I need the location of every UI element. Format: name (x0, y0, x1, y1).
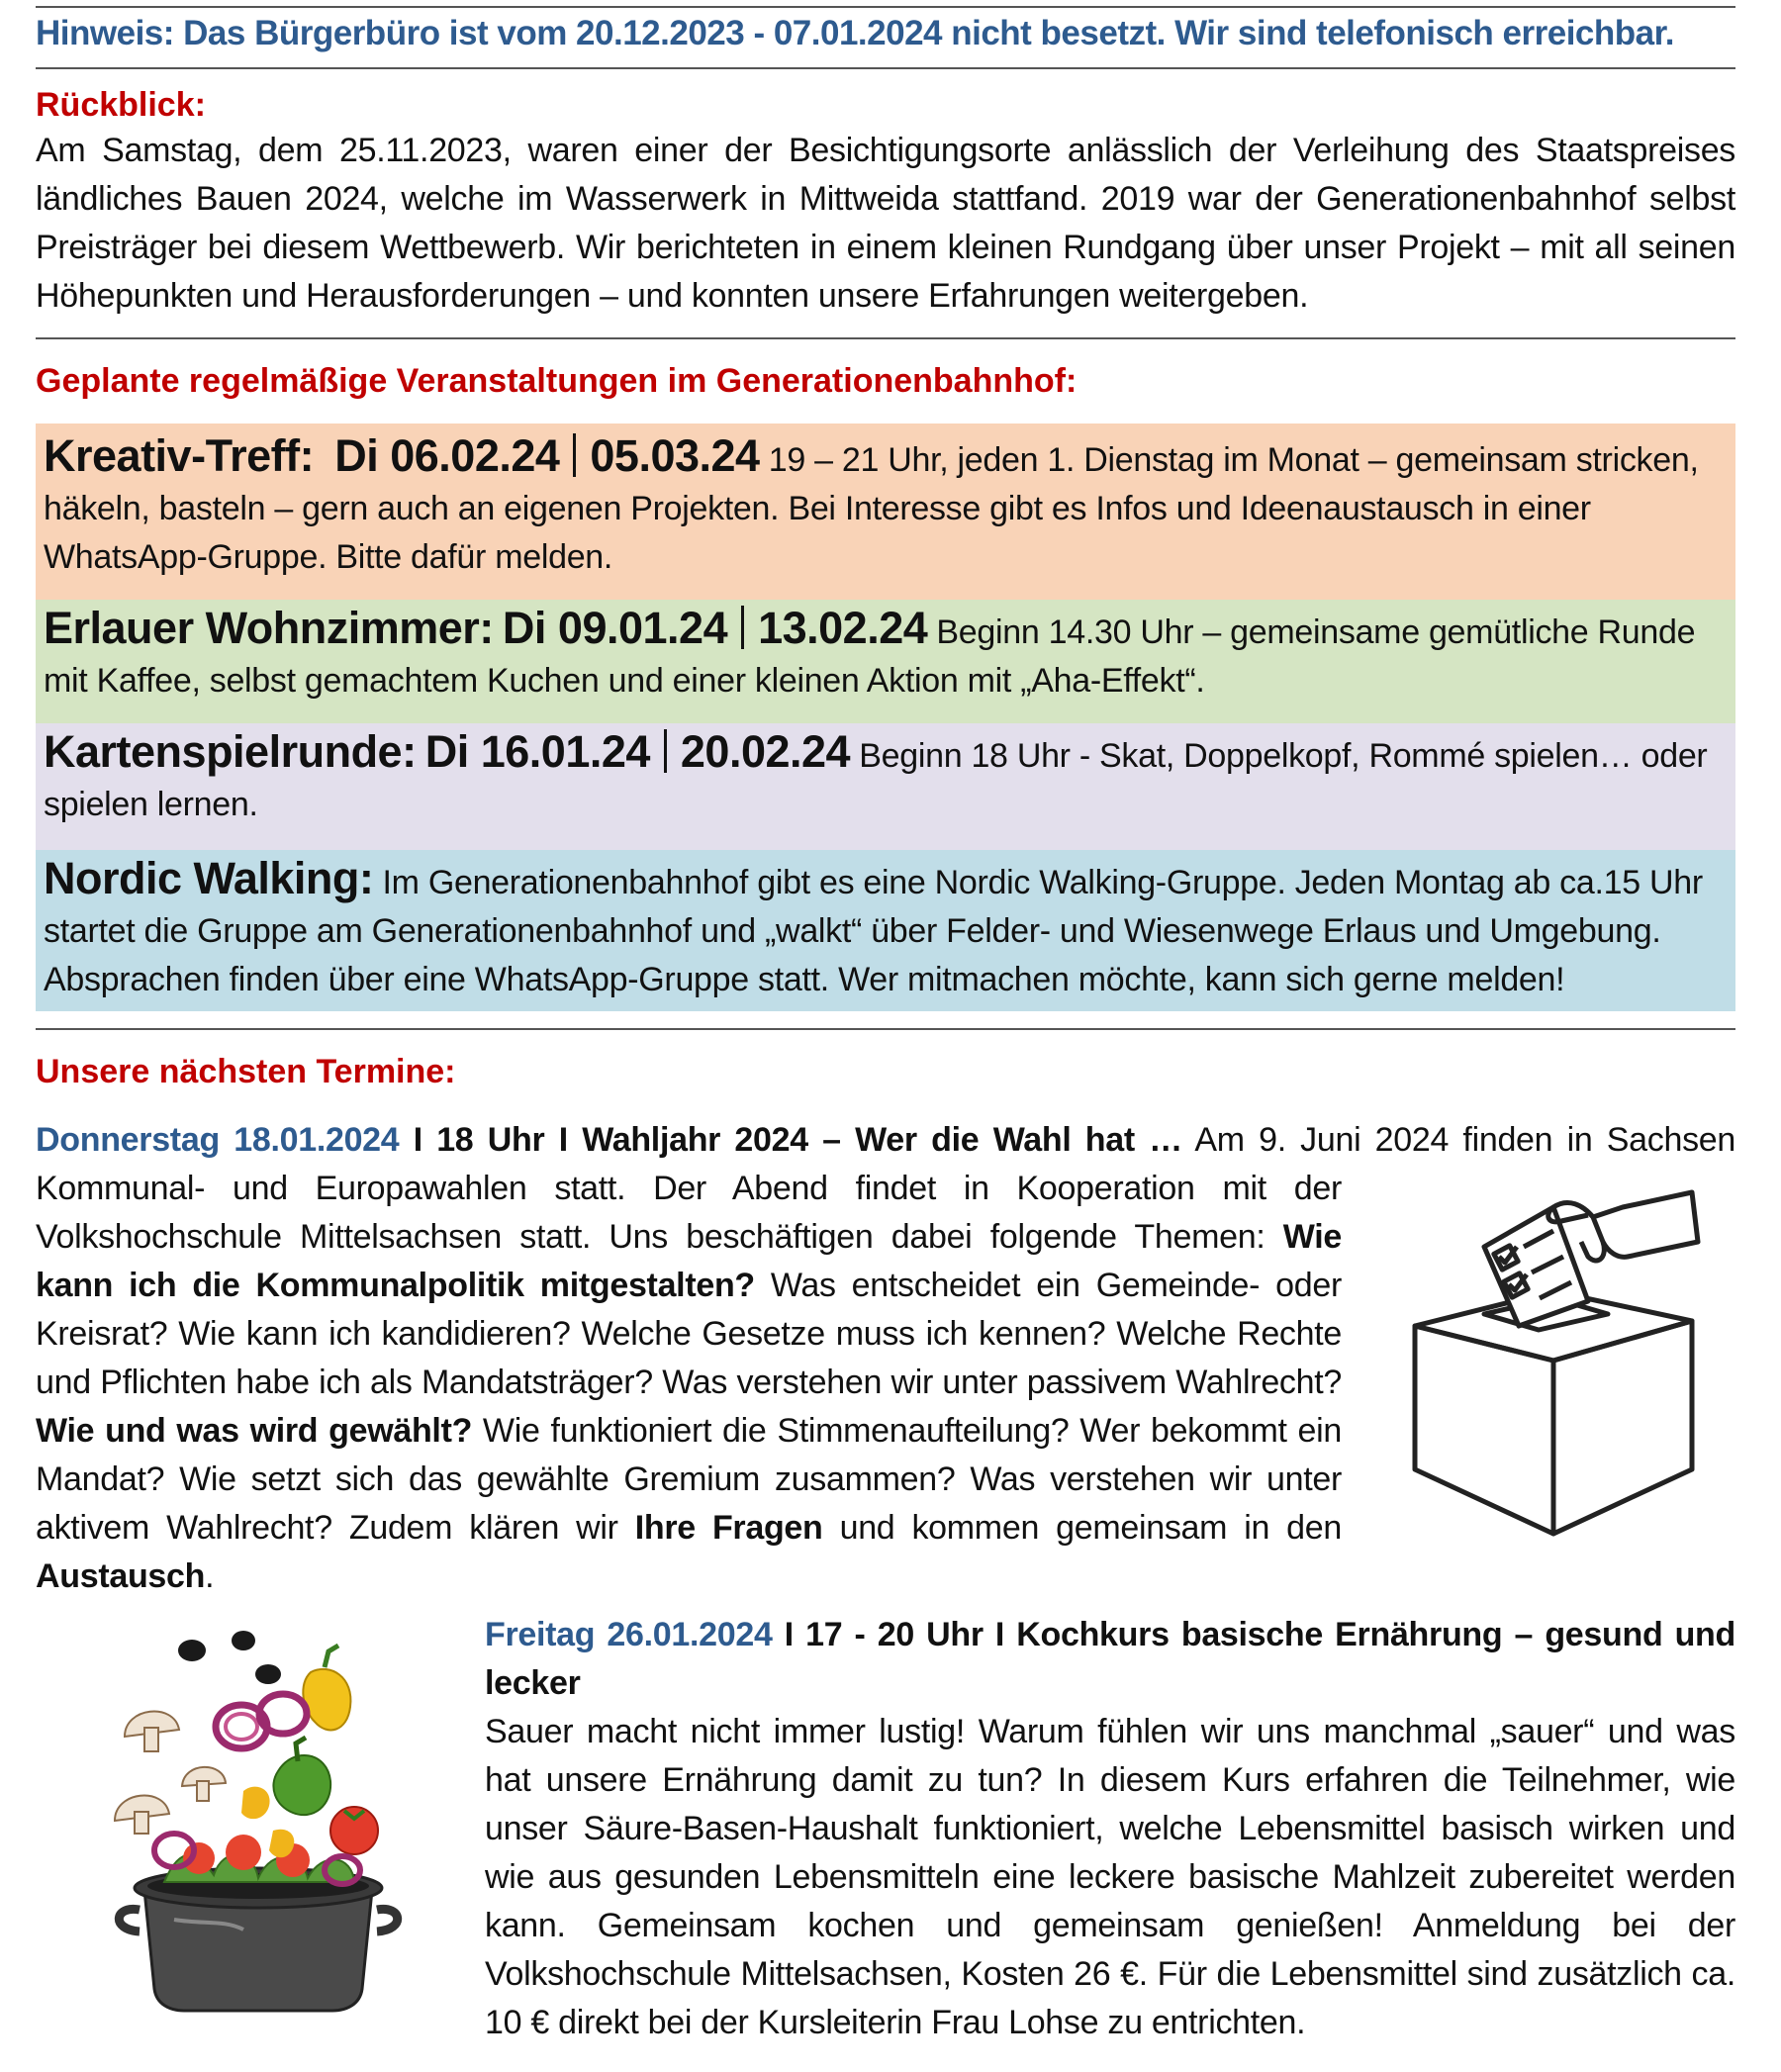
event-name: Nordic Walking: (44, 853, 374, 903)
bold-term: Austausch (36, 1557, 206, 1595)
top-rule (36, 6, 1735, 8)
event-date1: Di 16.01.24 (424, 726, 650, 777)
event-kreativ-treff (36, 424, 1735, 600)
event-intro: Am 9. Juni 2024 finden in Sachsen (1181, 1121, 1735, 1159)
event-title: I 18 Uhr I Wahljahr 2024 – Wer die Wahl hat … (399, 1121, 1182, 1159)
olive (178, 1640, 206, 1661)
yellow-pepper (303, 1669, 350, 1731)
event-text: Beginn 14.30 Uhr – gemeinsame gemütliche Runde mit Kaffee, selbst gemachtem Kuchen und einer kleinen Aktion mit „Aha-Effekt“. (44, 613, 1696, 700)
cooking-pot-illustration (95, 1623, 422, 2019)
event-name: Kartenspielrunde: (44, 726, 417, 777)
event-erlauer-wohnzimmer (36, 600, 1735, 723)
text-part: Was entscheidet ein Gemeinde- oder Kreisrat? Wie kann ich kandidieren? Welche Gesetze muss ich kennen? Welche Rechte und Pflichten habe ich als Mandatsträger? Was verstehen wir unter passivem Wahlrecht? (36, 1267, 1343, 1401)
hand (1553, 1192, 1698, 1261)
event-date2: 05.03.24 (590, 430, 760, 481)
event-date1: Di 09.01.24 (502, 603, 728, 653)
event-wahljahr-text (36, 1165, 1342, 1601)
event-name: Erlauer Wohnzimmer: (44, 603, 494, 653)
event-kochkurs-text: Sauer macht nicht immer lustig! Warum fühlen wir uns manchmal „sauer“ und was hat unsere Ernährung damit zu tun? In diesem Kurs erfahren die Teilnehmer, wie unser Säure-Basen-Haushalt funktioniert, welche Lebensmittel basisch wirken und wie aus gesunden Lebensmitteln eine leckere basische Mahlzeit zubereitet werden kann. Gemeinsam kochen und gemeinsam genießen! Anmeldung bei der Volkshochschule Mittelsachsen, Kosten 26 €. Für die Lebensmittel sind zusätzlich ca. 10 € direkt bei der Kursleiterin Frau Lohse zu entrichten. (485, 1713, 1735, 2041)
date-separator (664, 729, 667, 773)
event-date2: 13.02.24 (758, 603, 928, 653)
pot-handle-right (377, 1909, 398, 1931)
review-rule (36, 337, 1735, 339)
text-part: . (205, 1557, 215, 1595)
event-date2: 20.02.24 (680, 726, 851, 777)
text-part: Kommunal- und Europawahlen statt. Der Abend findet in Kooperation mit der Volkshochschule Mittelsachsen statt. Uns beschäftigen dabei folgende Themen: (36, 1170, 1342, 1256)
text-part: Wie funktioniert die Stimmenaufteilung? Wer bekommt ein Mandat? Wie setzt sich das gewählte Gremium zusammen? Was verstehen wir unter aktivem Wahlrecht? Zudem klären wir (36, 1412, 1342, 1547)
date-separator (741, 606, 744, 649)
green-pepper (273, 1755, 330, 1815)
planned-heading: Geplante regelmäßige Veranstaltungen im Generationenbahnhof: (36, 362, 1078, 400)
text-part: und kommen gemeinsam in den (822, 1509, 1342, 1547)
event-wahljahr-header (36, 1116, 1735, 1165)
notice-rule (36, 67, 1735, 69)
event-text: Beginn 18 Uhr - Skat, Doppelkopf, Rommé spielen… oder spielen lernen. (44, 737, 1708, 823)
ballot-box-front (1415, 1326, 1553, 1534)
bold-term: Ihre Fragen (634, 1509, 823, 1547)
tomato (330, 1807, 378, 1854)
event-nordic-walking (36, 850, 1735, 1011)
planned-rule (36, 1028, 1735, 1030)
event-date1: Di 06.02.24 (334, 430, 560, 481)
event-kartenspielrunde (36, 723, 1735, 850)
event-text: 19 – 21 Uhr, jeden 1. Dienstag im Monat – gemeinsam stricken, häkeln, basteln – gern auch an eigenen Projekten. Bei Interesse gibt es Infos und Ideenaustausch in einer WhatsApp-Gruppe. Bitte dafür melden. (44, 441, 1699, 576)
event-date: Donnerstag 18.01.2024 (36, 1121, 400, 1159)
event-text: Im Generationenbahnhof gibt es eine Nordic Walking-Gruppe. Jeden Montag ab ca.15 Uhr startet die Gruppe am Generationenbahnhof und „walkt“ über Felder- und Wiesenwege Erlaus und Umgebung. Absprachen finden über eine WhatsApp-Gruppe statt. Wer mitmachen möchte, kann sich gerne melden! (44, 864, 1703, 998)
notice: Hinweis: Das Bürgerbüro ist vom 20.12.2023 - 07.01.2024 nicht besetzt. Wir sind telefonisch erreichbar. (36, 14, 1675, 52)
event-date: Freitag 26.01.2024 (485, 1616, 773, 1653)
ballot-box-side (1553, 1321, 1692, 1534)
bold-question: Wie kann ich die Kommunalpolitik mitgestalten? (36, 1218, 1342, 1304)
review-text: Am Samstag, dem 25.11.2023, waren einer der Besichtigungsorte anlässlich der Verleihung des Staatspreises ländliches Bauen 2024, welche im Wasserwerk in Mittweida stattfand. 2019 war der Generationenbahnhof selbst Preisträger bei diesem Wettbewerb. Wir berichteten in einem kleinen Rundgang über unser Projekt – mit all seinen Höhepunkten und Herausforderungen – und konnten unsere Erfahrungen weitergeben. (36, 132, 1735, 315)
date-separator (573, 433, 576, 477)
review-heading: Rückblick: (36, 86, 206, 124)
upcoming-heading: Unsere nächsten Termine: (36, 1053, 456, 1090)
event-kochkurs-header (485, 1611, 1735, 1708)
event-title: I 17 - 20 Uhr I Kochkurs basische Ernährung – gesund und lecker (485, 1616, 1735, 1702)
review-section (36, 83, 1735, 321)
ballot-box-illustration (1405, 1187, 1702, 1544)
event-kochkurs (485, 1611, 1735, 2047)
event-name: Kreativ-Treff: (44, 430, 315, 481)
pot-handle-left (119, 1909, 140, 1931)
bold-question: Wie und was wird gewählt? (36, 1412, 473, 1450)
